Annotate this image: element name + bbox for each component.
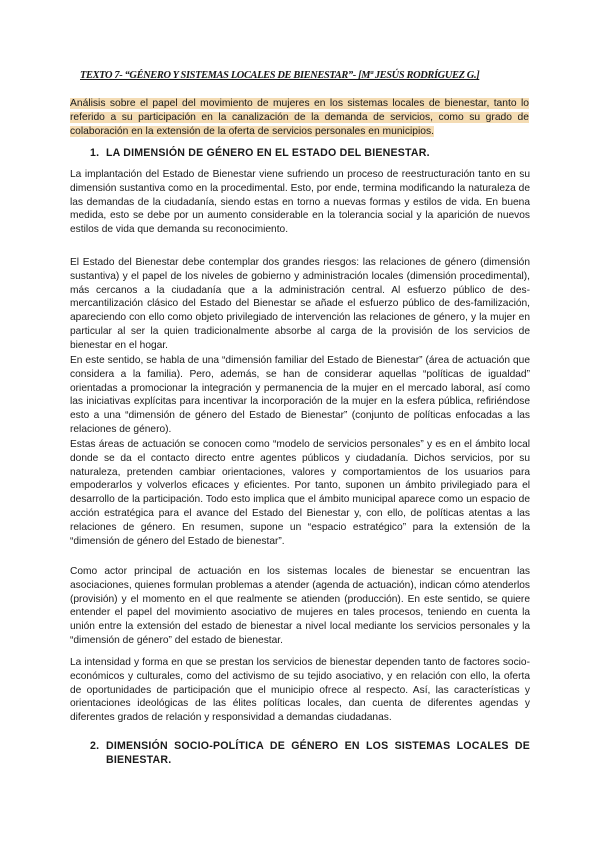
paragraph-1: La implantación del Estado de Bienestar viene sufriendo un proceso de reestructuración tanto en su dimensión sustantiva como en la procedimental. Esto, por ende, termina modificando la naturaleza de las demandas de la ciudadanía, siendo estas en torno a nuevas formas y estilos de vida. En buena medida, esto se debe por un aumento considerable en la tolerancia social y la aparición de nuevos estilos de vida que demanda su reconocimiento. [70, 169, 530, 236]
paragraph-5: Como actor principal de actuación en los sistemas locales de bienestar se encuentran las asociaciones, quienes formulan problemas a atender (agenda de actuación), indican cómo atenderlos (provisión) y el momento en el que realmente se atienden (producción). En este sentido, se quiere entender el papel del movimiento asociativo de mujeres en tales procesos, teniendo en cuenta la unión entre la extensión del estado de bienestar a nivel local mediante los servicios personales y la “dimensión de género” del estado de bienestar. [70, 566, 530, 646]
section-2-title: DIMENSIÓN SOCIO-POLÍTICA DE GÉNERO EN LOS SISTEMAS LOCALES DE BIENESTAR. [106, 740, 530, 766]
summary-text: Análisis sobre el papel del movimiento de mujeres en los sistemas locales de bienestar, tanto lo referido a su participación en la canalización de la demanda de servicios, como su grado de colaboración en la extensión de la oferta de servicios personales en municipios. [70, 98, 529, 137]
paragraph-4: Estas áreas de actuación se conocen como “modelo de servicios personales” y es en el ámbito local donde se da el contacto directo entre agentes públicos y ciudadanía. Dichos servicios, por su naturaleza, pretenden cambiar orientaciones, valores y comportamientos de los usuarios para empoderarlos y volverlos eficaces y eficientes. Por tanto, suponen un ámbito privilegiado para el desarrollo de la participación. Todo esto implica que el ámbito municipal aparece como un espacio de acción estratégica para el avance del Estado del Bienestar y, con ello, de políticas atentas a las relaciones de género. En resumen, supone un “espacio estratégico” para la extensión de la “dimensión de género del Estado de bienestar”. [70, 439, 530, 547]
section-1-heading [90, 146, 530, 160]
section-2-number: 2. [90, 740, 100, 752]
document-title: TEXTO 7- “GÉNERO Y SISTEMAS LOCALES DE BIENESTAR”- [Mª JESÚS RODRÍGUEZ G.] [80, 70, 480, 81]
section-1-title: LA DIMENSIÓN DE GÉNERO EN EL ESTADO DEL BIENESTAR. [106, 147, 430, 159]
section-2-heading [90, 739, 530, 767]
paragraph-2: El Estado del Bienestar debe contemplar dos grandes riesgos: las relaciones de género (dimensión sustantiva) y el papel de los niveles de gobierno y administración locales (dimensión procedimental), más cercanos a la ciudadanía que a la administración central. Al esfuerzo público de des-mercantilización clásico del Estado del Bienestar se añade el esfuerzo público de des-familización, apareciendo con ello como objeto privilegiado de intervención las relaciones de género, y la mujer en particular al ser la quien tradicionalmente absorbe al carga de la provisión de los servicios de bienestar en el hogar. [70, 257, 530, 351]
paragraph-6: La intensidad y forma en que se prestan los servicios de bienestar dependen tanto de factores socio-económicos y culturales, como del activismo de su tejido asociativo, y en relación con ello, la oferta de oportunidades de participación que el municipio ofrece al respecto. Así, las características y orientaciones ideológicas de las élites políticas locales, dan cuenta de diferentes agendas y diferentes grados de relación y responsividad a demandas ciudadanas. [70, 657, 530, 724]
section-1-number: 1. [90, 147, 100, 159]
paragraph-3: En este sentido, se habla de una “dimensión familiar del Estado de Bienestar” (área de actuación que considera a la familia). Pero, además, se han de considerar aquellas “políticas de igualdad” orientadas a promocionar la integración y permanencia de la mujer en el mercado laboral, así como las iniciativas explícitas para incentivar la incorporación de la mujer en la esfera pública, refiriéndose esto a una “dimensión de género del Estado de Bienestar” (conjunto de políticas enfocadas a las relaciones de género). [70, 355, 530, 435]
summary-highlight [70, 97, 529, 138]
